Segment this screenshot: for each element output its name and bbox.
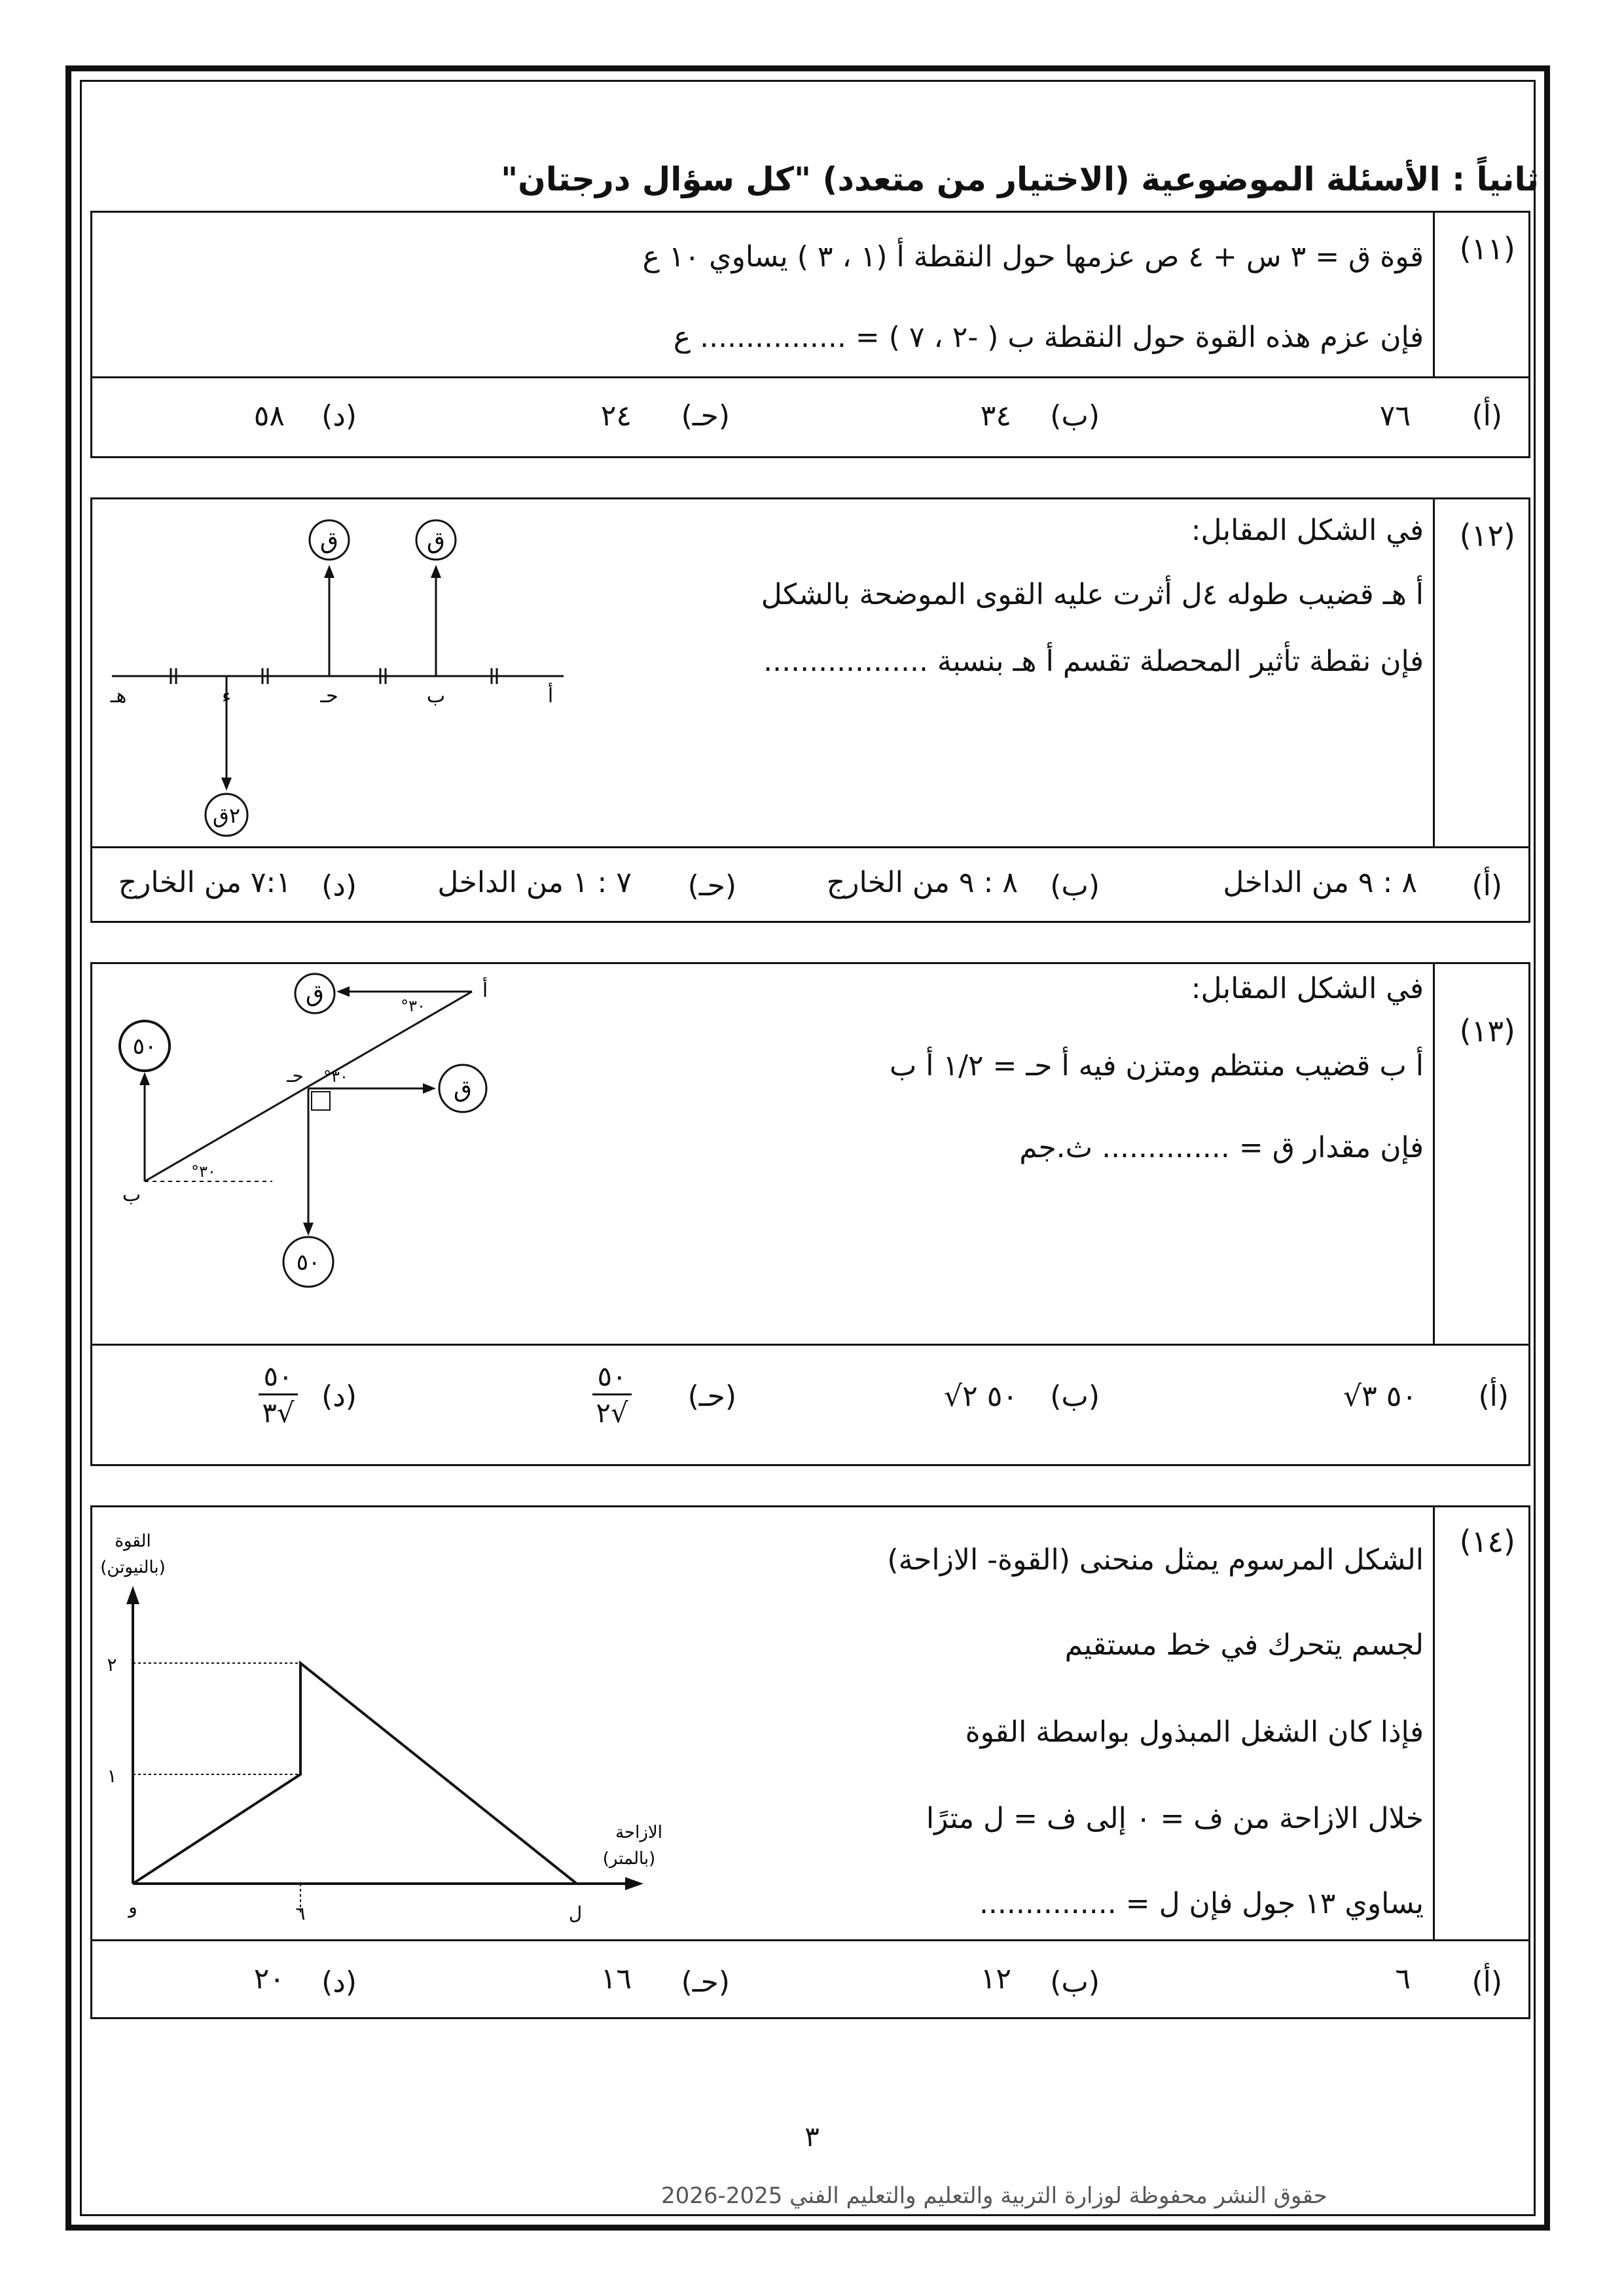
- question-line: في الشكل المقابل:: [1191, 972, 1424, 1005]
- choice-label-d[interactable]: (د): [321, 1380, 357, 1413]
- question-line: الشكل المرسوم يمثل منحنى (القوة- الازاحة): [887, 1543, 1424, 1577]
- choice-value-d[interactable]: ٢٠: [253, 1962, 285, 1996]
- question-line: فإن مقدار ق = .............. ث.جم: [1019, 1131, 1424, 1164]
- question-number-column: [1433, 1507, 1528, 1939]
- question-12: [90, 497, 1530, 923]
- question-line: أ هـ قضيب طوله ٤ل أثرت عليه القوى الموضحة بالشكل: [761, 578, 1424, 611]
- choice-label-c[interactable]: (حـ): [687, 1380, 736, 1413]
- force-label: ق: [306, 980, 324, 1007]
- point-label: هـ: [110, 685, 127, 708]
- question-number: (١١): [1459, 231, 1515, 266]
- choice-label-a[interactable]: (أ): [1471, 399, 1502, 433]
- question-number: (١٤): [1459, 1524, 1515, 1559]
- choice-value-a[interactable]: ٥٠ ٣√: [1343, 1380, 1417, 1413]
- choice-value-b[interactable]: ٨ : ٩ من الخارج: [826, 866, 1018, 899]
- choice-value-c[interactable]: ١٦: [600, 1962, 632, 1996]
- choice-label-a[interactable]: (أ): [1471, 869, 1502, 903]
- x-tick-label: ٦: [295, 1903, 306, 1924]
- choice-value-c[interactable]: ٧ : ١ من الداخل: [437, 866, 632, 899]
- choice-label-d[interactable]: (د): [321, 399, 357, 433]
- fraction-numerator: ٥٠: [597, 1360, 627, 1392]
- force-label: ق: [320, 528, 338, 554]
- inclined-rod-figure: [92, 964, 603, 1344]
- question-line: في الشكل المقابل:: [1191, 514, 1424, 547]
- angle-label: °٣٠: [191, 1162, 216, 1181]
- choice-label-b[interactable]: (ب): [1050, 1380, 1100, 1413]
- choice-label-c[interactable]: (حـ): [687, 869, 736, 903]
- choice-fraction-d[interactable]: [259, 1360, 298, 1429]
- choice-value-a[interactable]: ٧٦: [1379, 399, 1411, 433]
- fraction-denominator: ٢√: [596, 1397, 628, 1429]
- question-line: فإن عزم هذه القوة حول النقطة ب ( -٢ ، ٧ ) = ................ ع: [673, 321, 1424, 354]
- y-tick-label: ١: [107, 1765, 117, 1787]
- question-11: [90, 211, 1530, 458]
- choice-value-d[interactable]: ٥٨: [253, 399, 285, 433]
- question-line: فإذا كان الشغل المبذول بواسطة القوة: [965, 1715, 1424, 1749]
- choice-value-d[interactable]: ٧:١ من الخارج: [118, 866, 291, 899]
- choice-value-a[interactable]: ٦: [1395, 1962, 1411, 1996]
- weight-label: ٥٠: [296, 1249, 321, 1276]
- copyright-notice: حقوق النشر محفوظة لوزارة التربية والتعليم والتعليم الفني 2025-2026: [661, 2183, 1327, 2209]
- choice-label-d[interactable]: (د): [321, 1965, 357, 1999]
- force-label: ٢ق: [212, 803, 241, 828]
- weight-label: ٥٠: [132, 1033, 157, 1060]
- choice-label-b[interactable]: (ب): [1050, 869, 1100, 903]
- point-label: أ: [547, 685, 554, 708]
- question-line: يساوي ١٣ جول فإن ل = ...............: [979, 1887, 1424, 1920]
- choice-label-d[interactable]: (د): [321, 869, 357, 903]
- question-line: خلال الازاحة من ف = ٠ إلى ف = ل مترًا: [926, 1802, 1424, 1835]
- y-axis-label: القوة: [115, 1532, 151, 1551]
- section-title: ثانياً : الأسئلة الموضوعية (الاختيار من متعدد) "كل سؤال درجتان": [501, 160, 1539, 198]
- question-13: [90, 962, 1530, 1466]
- point-label: حـ: [320, 685, 338, 708]
- choice-label-b[interactable]: (ب): [1050, 1965, 1100, 1999]
- page-number: ٣: [804, 2121, 820, 2153]
- choice-value-b[interactable]: ٥٠ ٢√: [944, 1380, 1018, 1413]
- x-tick-label: ل: [568, 1903, 583, 1924]
- x-axis-unit: (بالمتر): [602, 1849, 656, 1869]
- force-label: ق: [427, 528, 445, 554]
- choice-value-b[interactable]: ٣٤: [980, 399, 1011, 433]
- choice-fraction-c[interactable]: [592, 1360, 632, 1429]
- question-line: قوة ق = ٣ س + ٤ ص عزمها حول النقطة أ (١ ، ٣ ) يساوي ١٠ ع: [642, 240, 1424, 274]
- origin-label: و: [128, 1896, 137, 1918]
- question-line: أ ب قضيب منتظم ومتزن فيه أ حـ = ١/٢ أ ب: [889, 1049, 1424, 1083]
- point-label: ب: [122, 1183, 141, 1206]
- choice-label-a[interactable]: (أ): [1471, 1965, 1502, 1999]
- y-axis-unit: (بالنيوتن): [100, 1558, 166, 1577]
- force-displacement-graph: [92, 1507, 681, 1939]
- force-label: ق: [454, 1076, 472, 1103]
- fraction-numerator: ٥٠: [263, 1360, 293, 1392]
- question-line: فإن نقطة تأثير المحصلة تقسم أ هـ بنسبة ..................: [763, 645, 1424, 678]
- x-axis-label: الازاحة: [615, 1823, 662, 1842]
- choice-value-a[interactable]: ٨ : ٩ من الداخل: [1223, 866, 1417, 899]
- choice-label-c[interactable]: (حـ): [681, 1965, 730, 1999]
- rod-forces-figure: [92, 499, 590, 846]
- question-14: [90, 1505, 1530, 2019]
- choice-value-b[interactable]: ١٢: [980, 1962, 1011, 1996]
- question-number: (١٢): [1459, 518, 1515, 553]
- choice-label-b[interactable]: (ب): [1050, 399, 1100, 433]
- question-number: (١٣): [1459, 1013, 1515, 1049]
- angle-label: °٣٠: [323, 1067, 348, 1086]
- point-label: ء: [221, 685, 232, 708]
- point-label: أ: [482, 979, 488, 1002]
- point-label: ب: [426, 685, 446, 708]
- choice-label-a[interactable]: (أ): [1478, 1380, 1509, 1413]
- angle-label: °٣٠: [401, 997, 425, 1015]
- question-line: لجسم يتحرك في خط مستقيم: [1064, 1628, 1424, 1662]
- point-label: حـ: [287, 1065, 304, 1086]
- choice-value-c[interactable]: ٢٤: [600, 399, 632, 433]
- fraction-denominator: ٣√: [262, 1397, 295, 1429]
- choice-label-c[interactable]: (حـ): [681, 399, 730, 433]
- y-tick-label: ٢: [107, 1654, 117, 1676]
